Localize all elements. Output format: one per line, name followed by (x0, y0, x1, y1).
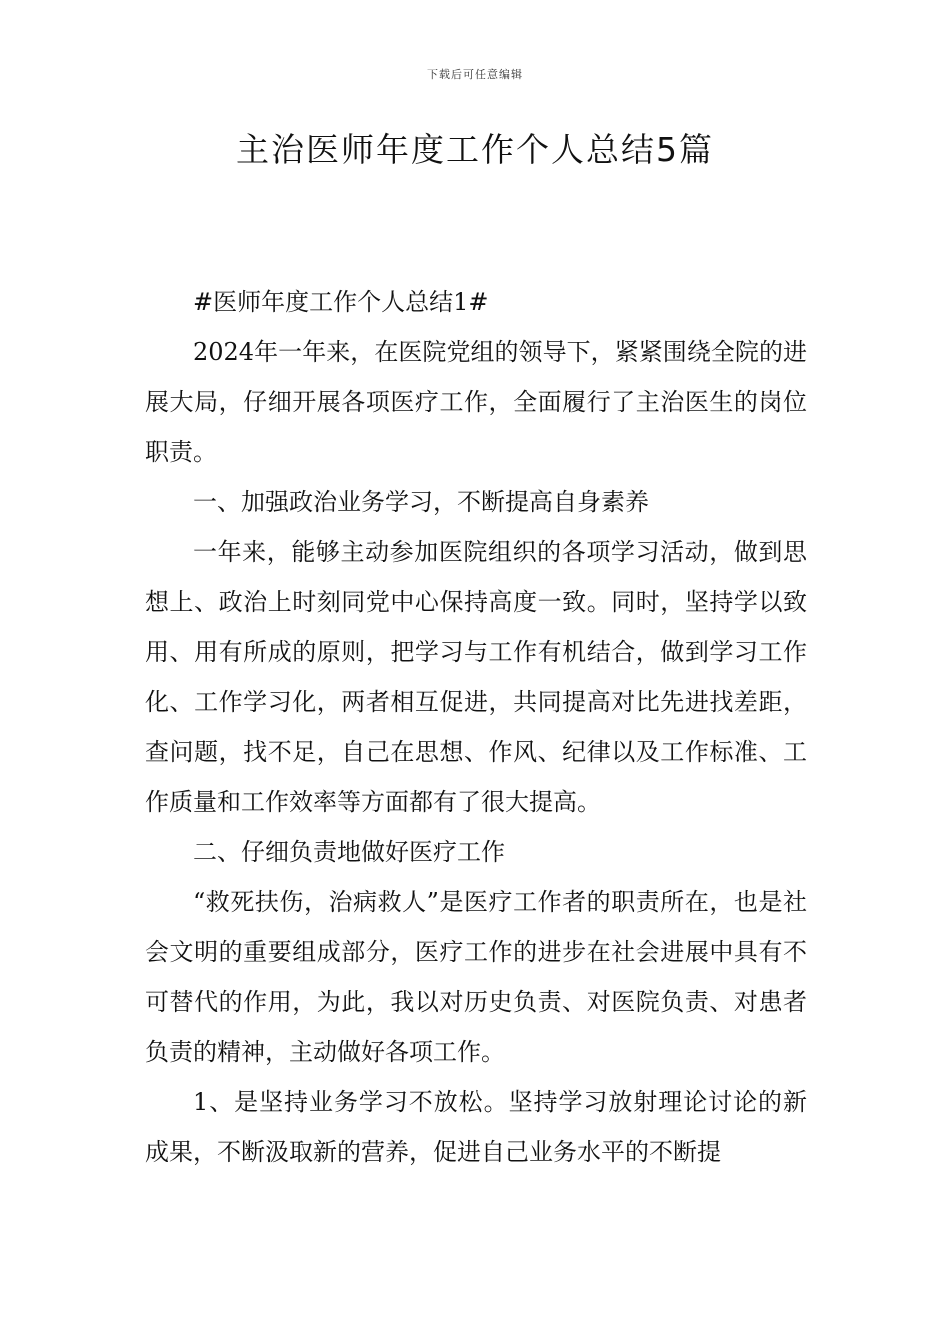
document-title: 主治医师年度工作个人总结5篇 (236, 130, 714, 169)
paragraph-intro: 2024年一年来，在医院党组的领导下，紧紧围绕全院的进展大局，仔细开展各项医疗工作，全面履行了主治医生的岗位职责。 (145, 338, 807, 466)
paragraph-duty: “救死扶伤，治病救人”是医疗工作者的职责所在，也是社会文明的重要组成部分，医疗工作的进步在社会进展中具有不可替代的作用，为此，我以对历史负责、对医院负责、对患者负责的精神，主动做好各项工作。 (145, 888, 807, 1066)
section-heading-medical: 二、仔细负责地做好医疗工作 (193, 838, 505, 866)
section-heading-politics: 一、加强政治业务学习，不断提高自身素养 (193, 488, 649, 516)
paragraph-item-1: 1、是坚持业务学习不放松。坚持学习放射理论讨论的新成果，不断汲取新的营养，促进自己业务水平的不断提 (145, 1088, 807, 1166)
section-heading-1: #医师年度工作个人总结1# (193, 288, 489, 316)
paragraph-study: 一年来，能够主动参加医院组织的各项学习活动，做到思想上、政治上时刻同党中心保持高度一致。同时，坚持学以致用、用有所成的原则，把学习与工作有机结合，做到学习工作化、工作学习化，两者相互促进，共同提高对比先进找差距，查问题，找不足，自己在思想、作风、纪律以及工作标准、工作质量和工作效率等方面都有了很大提高。 (145, 538, 807, 816)
document-body (145, 277, 807, 1177)
header-note: 下载后可任意编辑 (427, 68, 523, 81)
